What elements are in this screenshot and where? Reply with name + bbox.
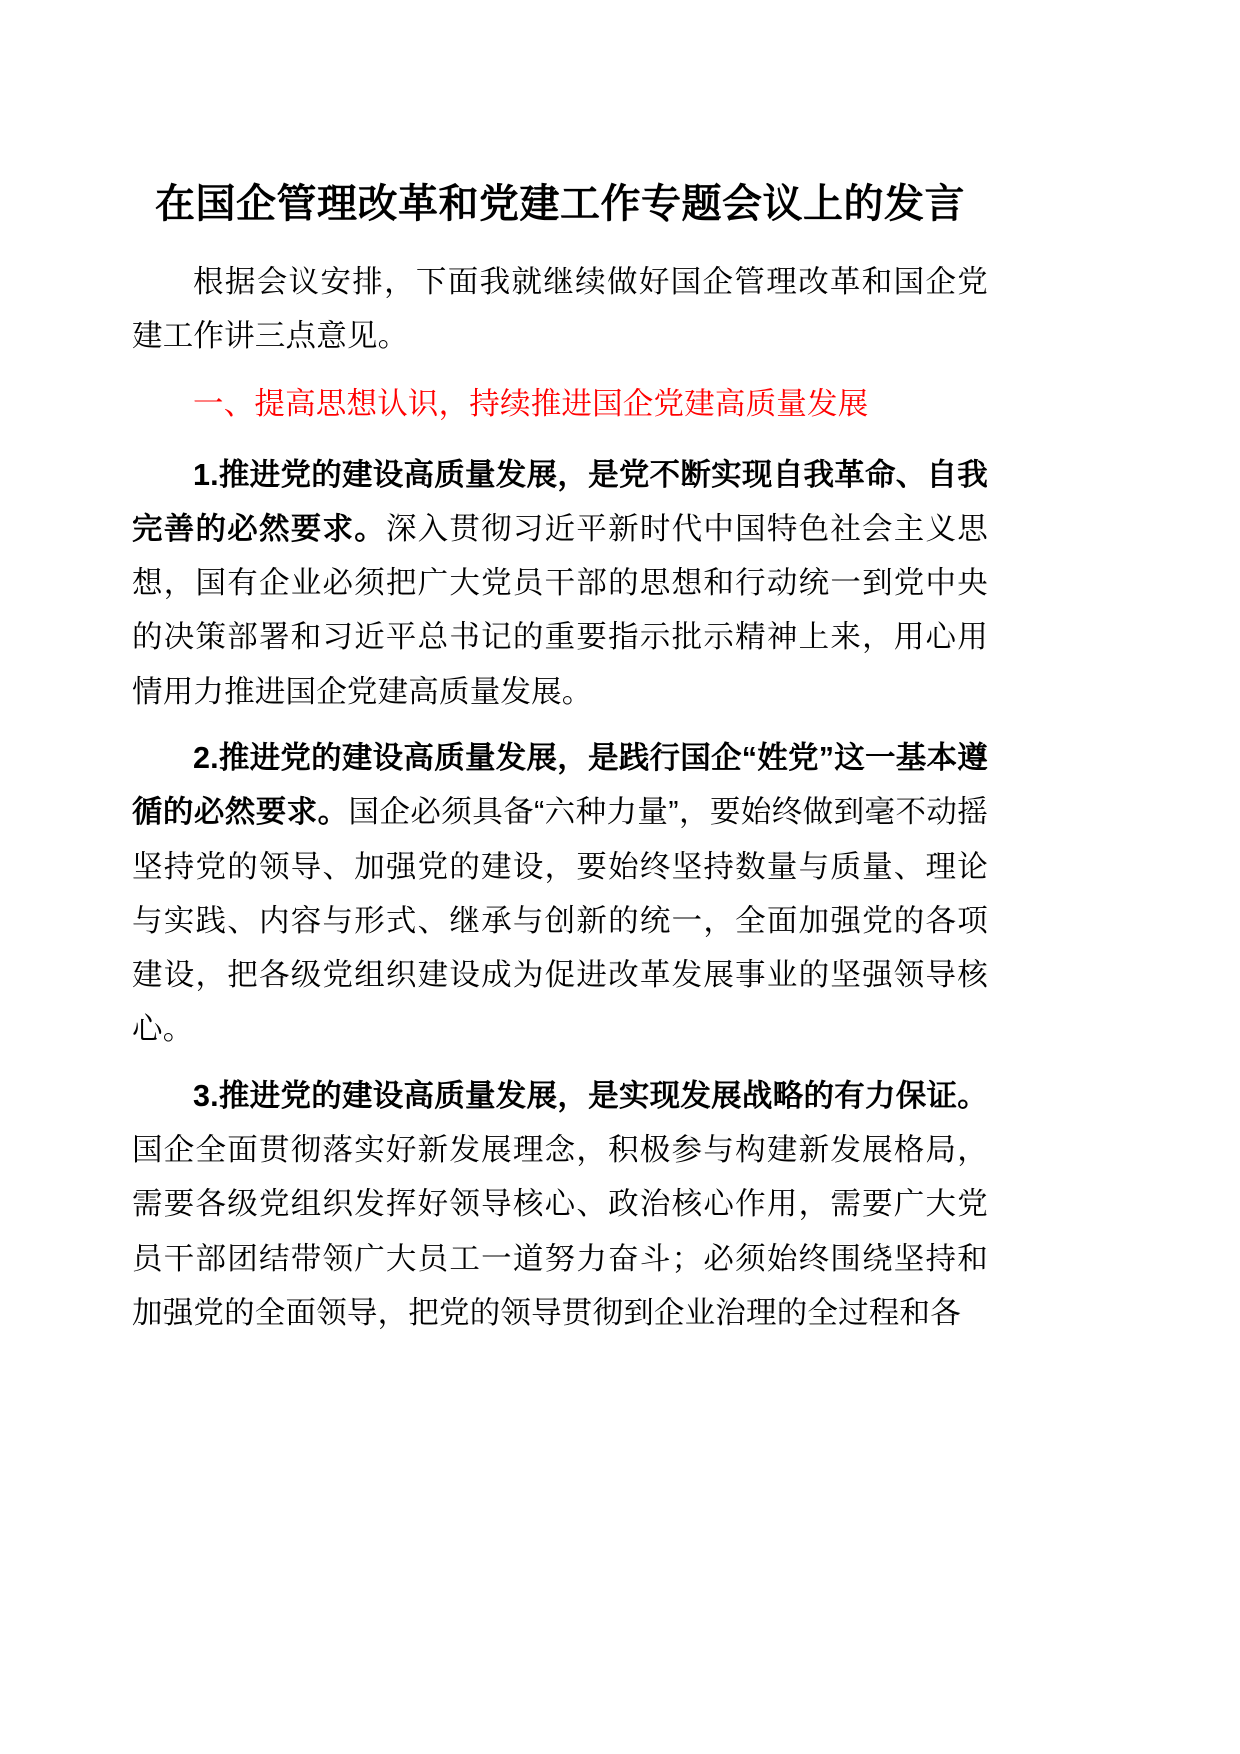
item-1-body: 深入贯彻习近平新时代中国特色社会主义思想，国有企业必须把广大党员干部的思想和行动统一到党中央的决策部署和习近平总书记的重要指示批示精神上来，用心用情用力推进国企党建高质量发展。: [132, 511, 988, 709]
intro-paragraph: 根据会议安排，下面我就继续做好国企管理改革和国企党建工作讲三点意见。: [132, 264, 988, 354]
item-3-number: 3.: [193, 1078, 219, 1113]
section-heading-one: 一、提高思想认识，持续推进国企党建高质量发展: [193, 387, 869, 422]
document-content: [132, 176, 988, 1352]
item-2-number: 2.: [193, 741, 219, 776]
numbered-item-2: [132, 731, 988, 1057]
item-2-bold-lead: 推进党的建设高质量发展，是践行国企“姓党”这一基本遵循的必然要求。: [132, 741, 988, 830]
item-3-bold-lead: 推进党的建设高质量发展，是实现发展战略的有力保证。: [218, 1078, 988, 1113]
item-1-number: 1.: [193, 457, 219, 492]
numbered-item-1: [132, 448, 988, 719]
item-1-bold-lead: 推进党的建设高质量发展，是党不断实现自我革命、自我完善的必然要求。: [132, 457, 988, 546]
item-2-body: 国企必须具备“六种力量”，要始终做到毫不动摇坚持党的领导、加强党的建设，要始终坚持数量与质量、理论与实践、内容与形式、继承与创新的统一，全面加强党的各项建设，把各级党组织建设成为促进改革发展事业的坚强领导核心。: [132, 795, 988, 1047]
numbered-item-3: [132, 1069, 988, 1340]
item-3-body: 国企全面贯彻落实好新发展理念，积极参与构建新发展格局，需要各级党组织发挥好领导核心、政治核心作用，需要广大党员干部团结带领广大员工一道努力奋斗；必须始终围绕坚持和加强党的全面领导，把党的领导贯彻到企业治理的全过程和各: [132, 1133, 988, 1330]
page-title: 在国企管理改革和党建工作专题会议上的发言: [155, 182, 965, 226]
